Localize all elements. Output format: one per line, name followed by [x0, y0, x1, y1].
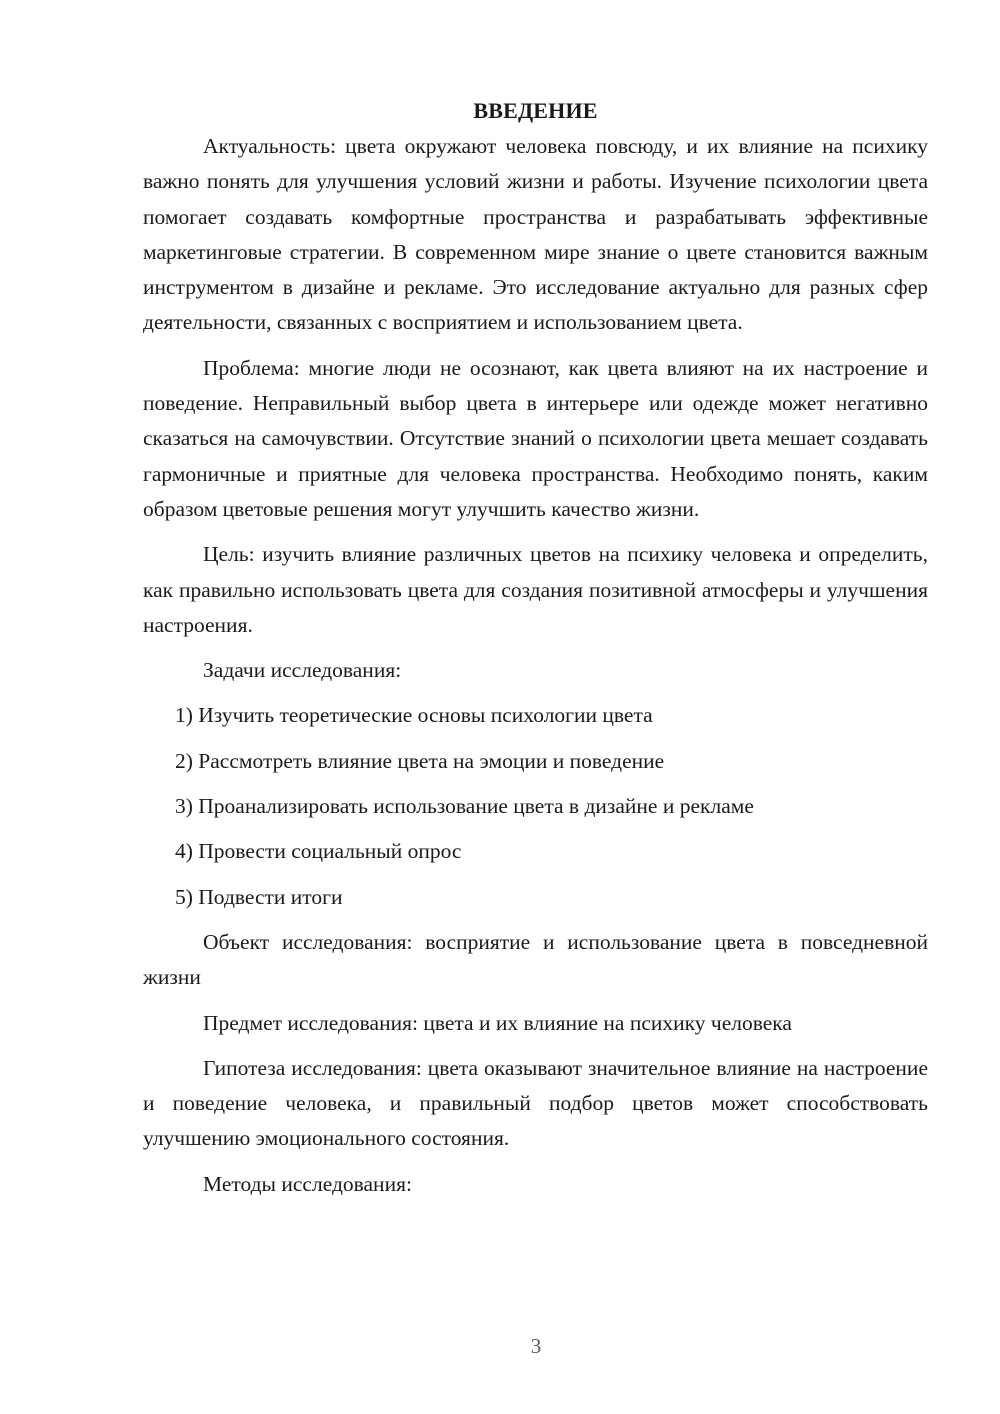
tasks-title: Задачи исследования: — [203, 658, 402, 683]
hypothesis-paragraph: Гипотеза исследования: цвета оказывают значительное влияние на настроение и поведение человека, и правильный подбор цветов может способствовать улучшению эмоционального состояния. — [143, 1055, 928, 1151]
page-number: 3 — [530, 1334, 542, 1358]
task-item: 1) Изучить теоретические основы психологии цвета — [175, 703, 653, 728]
goal-paragraph: Цель: изучить влияние различных цветов на психику человека и определить, как правильно использовать цвета для создания позитивной атмосферы и улучшения настроения. — [143, 542, 928, 637]
object-paragraph: Объект исследования: восприятие и использование цвета в повседневной жизни — [143, 929, 928, 990]
task-item: 4) Провести социальный опрос — [175, 839, 462, 864]
task-item: 2) Рассмотреть влияние цвета на эмоции и поведение — [175, 748, 665, 773]
methods-title: Методы исследования: — [203, 1171, 412, 1196]
subject-paragraph: Предмет исследования: цвета и их влияние на психику человека — [203, 1010, 792, 1035]
section-heading: ВВЕДЕНИЕ — [473, 98, 598, 123]
task-item: 5) Подвести итоги — [175, 884, 343, 909]
tasks-list — [143, 698, 928, 914]
problem-paragraph: Проблема: многие люди не осознают, как цвета влияют на их настроение и поведение. Неправильный выбор цвета в интерьере или одежде может негативно сказаться на самочувствии. Отсутствие знаний о психологии цвета мешает создавать гармоничные и приятные для человека пространства. Необходимо понять, каким образом цветовые решения могут улучшить качество жизни. — [143, 355, 928, 521]
task-item: 3) Проанализировать использование цвета в дизайне и рекламе — [175, 794, 754, 819]
page-content — [143, 93, 928, 1212]
relevance-paragraph: Актуальность: цвета окружают человека повсюду, и их влияние на психику важно понять для улучшения условий жизни и работы. Изучение психологии цвета помогает создавать комфортные пространства и разрабатывать эффективные маркетинговые стратегии. В современном мире знание о цвете становится важным инструментом в дизайне и рекламе. Это исследование актуально для разных сфер деятельности, связанных с восприятием и использованием цвета. — [143, 134, 928, 335]
